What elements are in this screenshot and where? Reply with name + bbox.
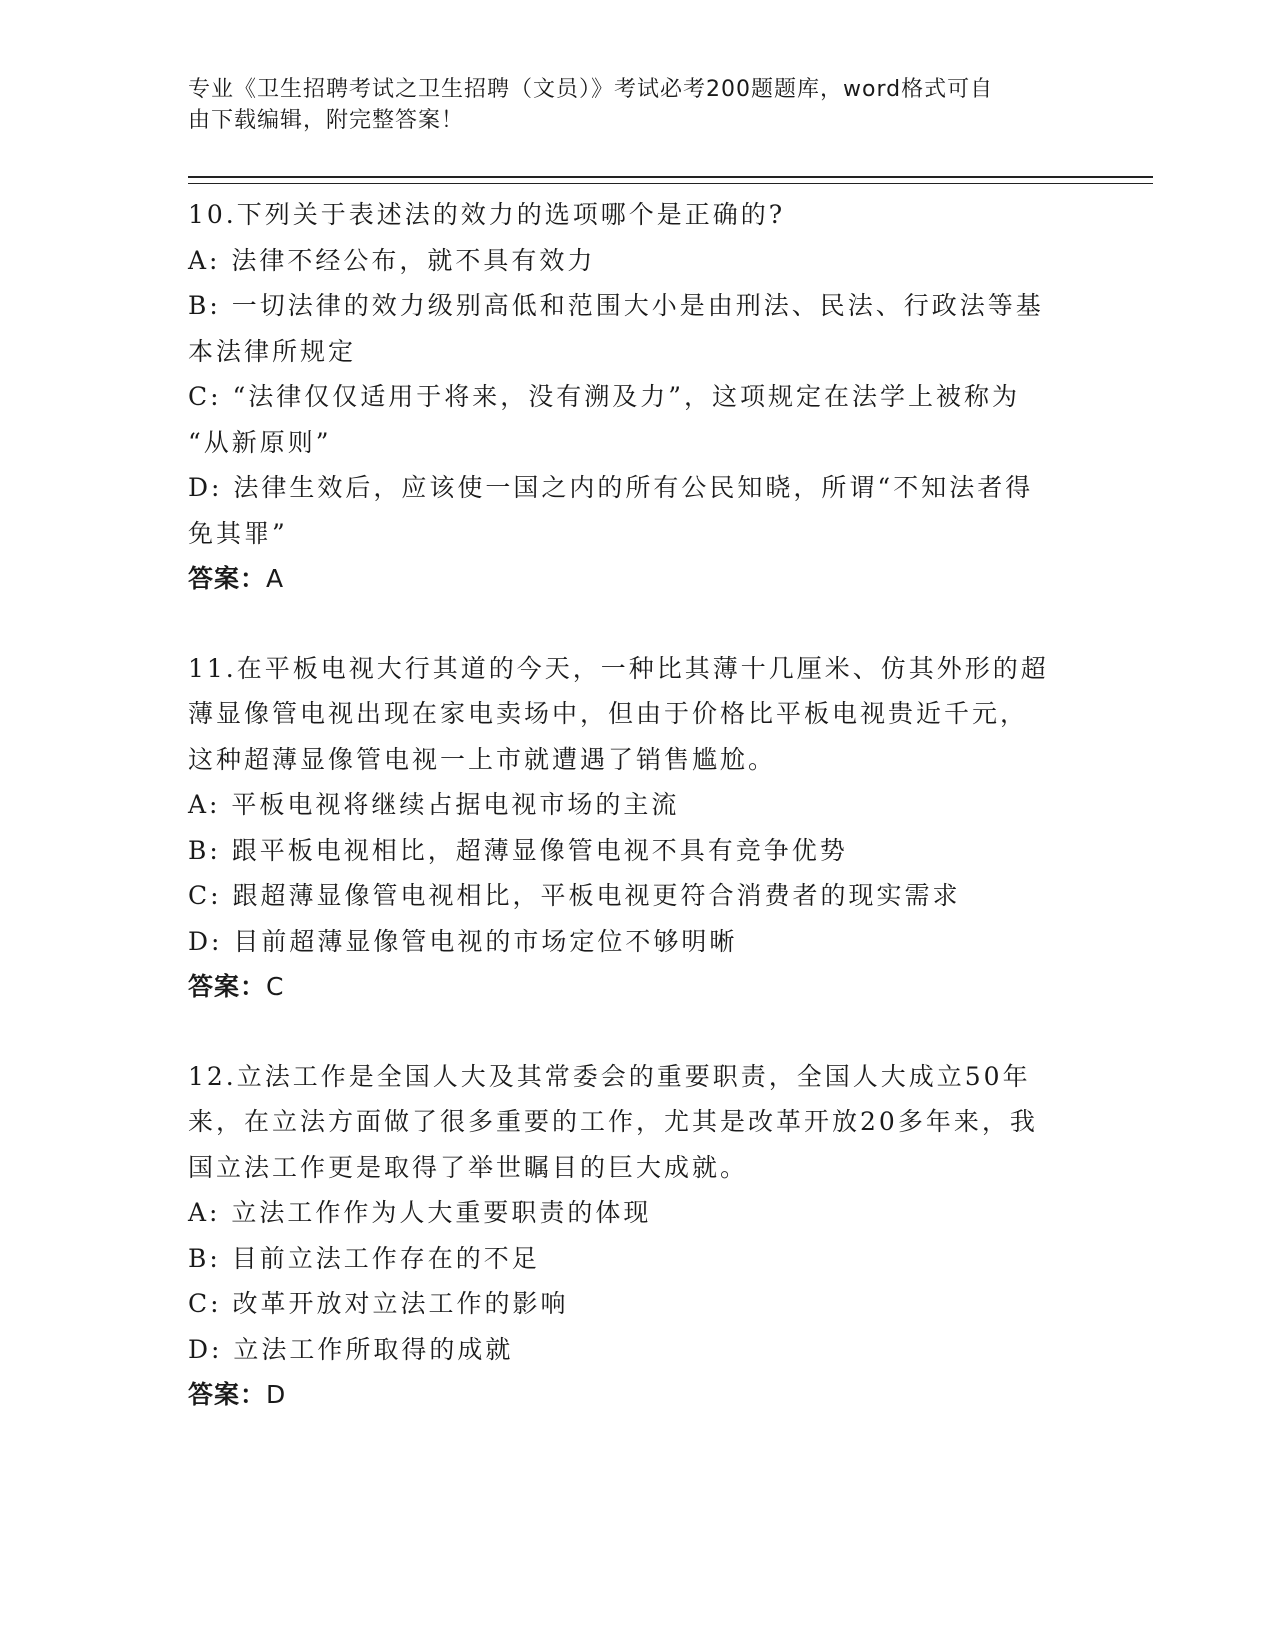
question-stem-continued: 来，在立法方面做了很多重要的工作，尤其是改革开放20多年来，我	[188, 1107, 1038, 1136]
option-b: B: 一切法律的效力级别高低和范围大小是由刑法、民法、行政法等基	[188, 291, 1044, 320]
answer-line	[188, 964, 1073, 1010]
question-stem-continued: 国立法工作更是取得了举世瞩目的巨大成就。	[188, 1152, 749, 1182]
header-line: 专业《卫生招聘考试之卫生招聘（文员）》考试必考200题题库，word格式可自	[188, 77, 994, 102]
question-10	[188, 192, 1073, 602]
answer-label: 答案：	[188, 972, 267, 1001]
option-c: C: 改革开放对立法工作的影响	[188, 1289, 569, 1318]
answer-label: 答案：	[188, 1380, 267, 1409]
question-stem: 11.在平板电视大行其道的今天，一种比其薄十几厘米、仿其外形的超	[188, 653, 1049, 683]
option-d: D: 法律生效后，应该使一国之内的所有公民知晓，所谓“不知法者得	[188, 473, 1034, 502]
question-stem: 12.立法工作是全国人大及其常委会的重要职责，全国人大成立50年	[188, 1061, 1031, 1091]
option-c: C: 跟超薄显像管电视相比，平板电视更符合消费者的现实需求	[188, 881, 961, 910]
option-d: D: 目前超薄显像管电视的市场定位不够明晰	[188, 926, 738, 956]
option-c-continued: “从新原则”	[188, 427, 332, 457]
option-c: C: “法律仅仅适用于将来，没有溯及力”，这项规定在法学上被称为	[188, 382, 1021, 411]
option-b-continued: 本法律所规定	[188, 336, 357, 366]
answer-value: C	[266, 972, 285, 1001]
option-d: D: 立法工作所取得的成就	[188, 1334, 514, 1364]
answer-value: A	[266, 564, 285, 593]
header-divider	[188, 176, 1153, 184]
option-a: A: 平板电视将继续占据电视市场的主流	[188, 790, 680, 819]
question-list	[188, 192, 1073, 1462]
question-11	[188, 646, 1073, 1010]
answer-line	[188, 556, 1073, 602]
question-stem-continued: 这种超薄显像管电视一上市就遭遇了销售尴尬。	[188, 744, 777, 774]
answer-value: D	[266, 1380, 287, 1409]
option-d-continued: 免其罪”	[188, 518, 288, 548]
option-b: B: 跟平板电视相比，超薄显像管电视不具有竞争优势	[188, 835, 848, 865]
option-b: B: 目前立法工作存在的不足	[188, 1243, 540, 1273]
header-line: 由下载编辑，附完整答案！	[188, 108, 465, 133]
answer-label: 答案：	[188, 564, 267, 593]
answer-line	[188, 1372, 1073, 1418]
question-stem-continued: 薄显像管电视出现在家电卖场中，但由于价格比平板电视贵近千元，	[188, 699, 1029, 728]
question-stem: 10.下列关于表述法的效力的选项哪个是正确的?	[188, 200, 786, 229]
option-a: A: 立法工作作为人大重要职责的体现	[188, 1198, 652, 1227]
question-12	[188, 1054, 1073, 1418]
option-a: A: 法律不经公布，就不具有效力	[188, 245, 596, 275]
page-header	[188, 74, 1068, 136]
